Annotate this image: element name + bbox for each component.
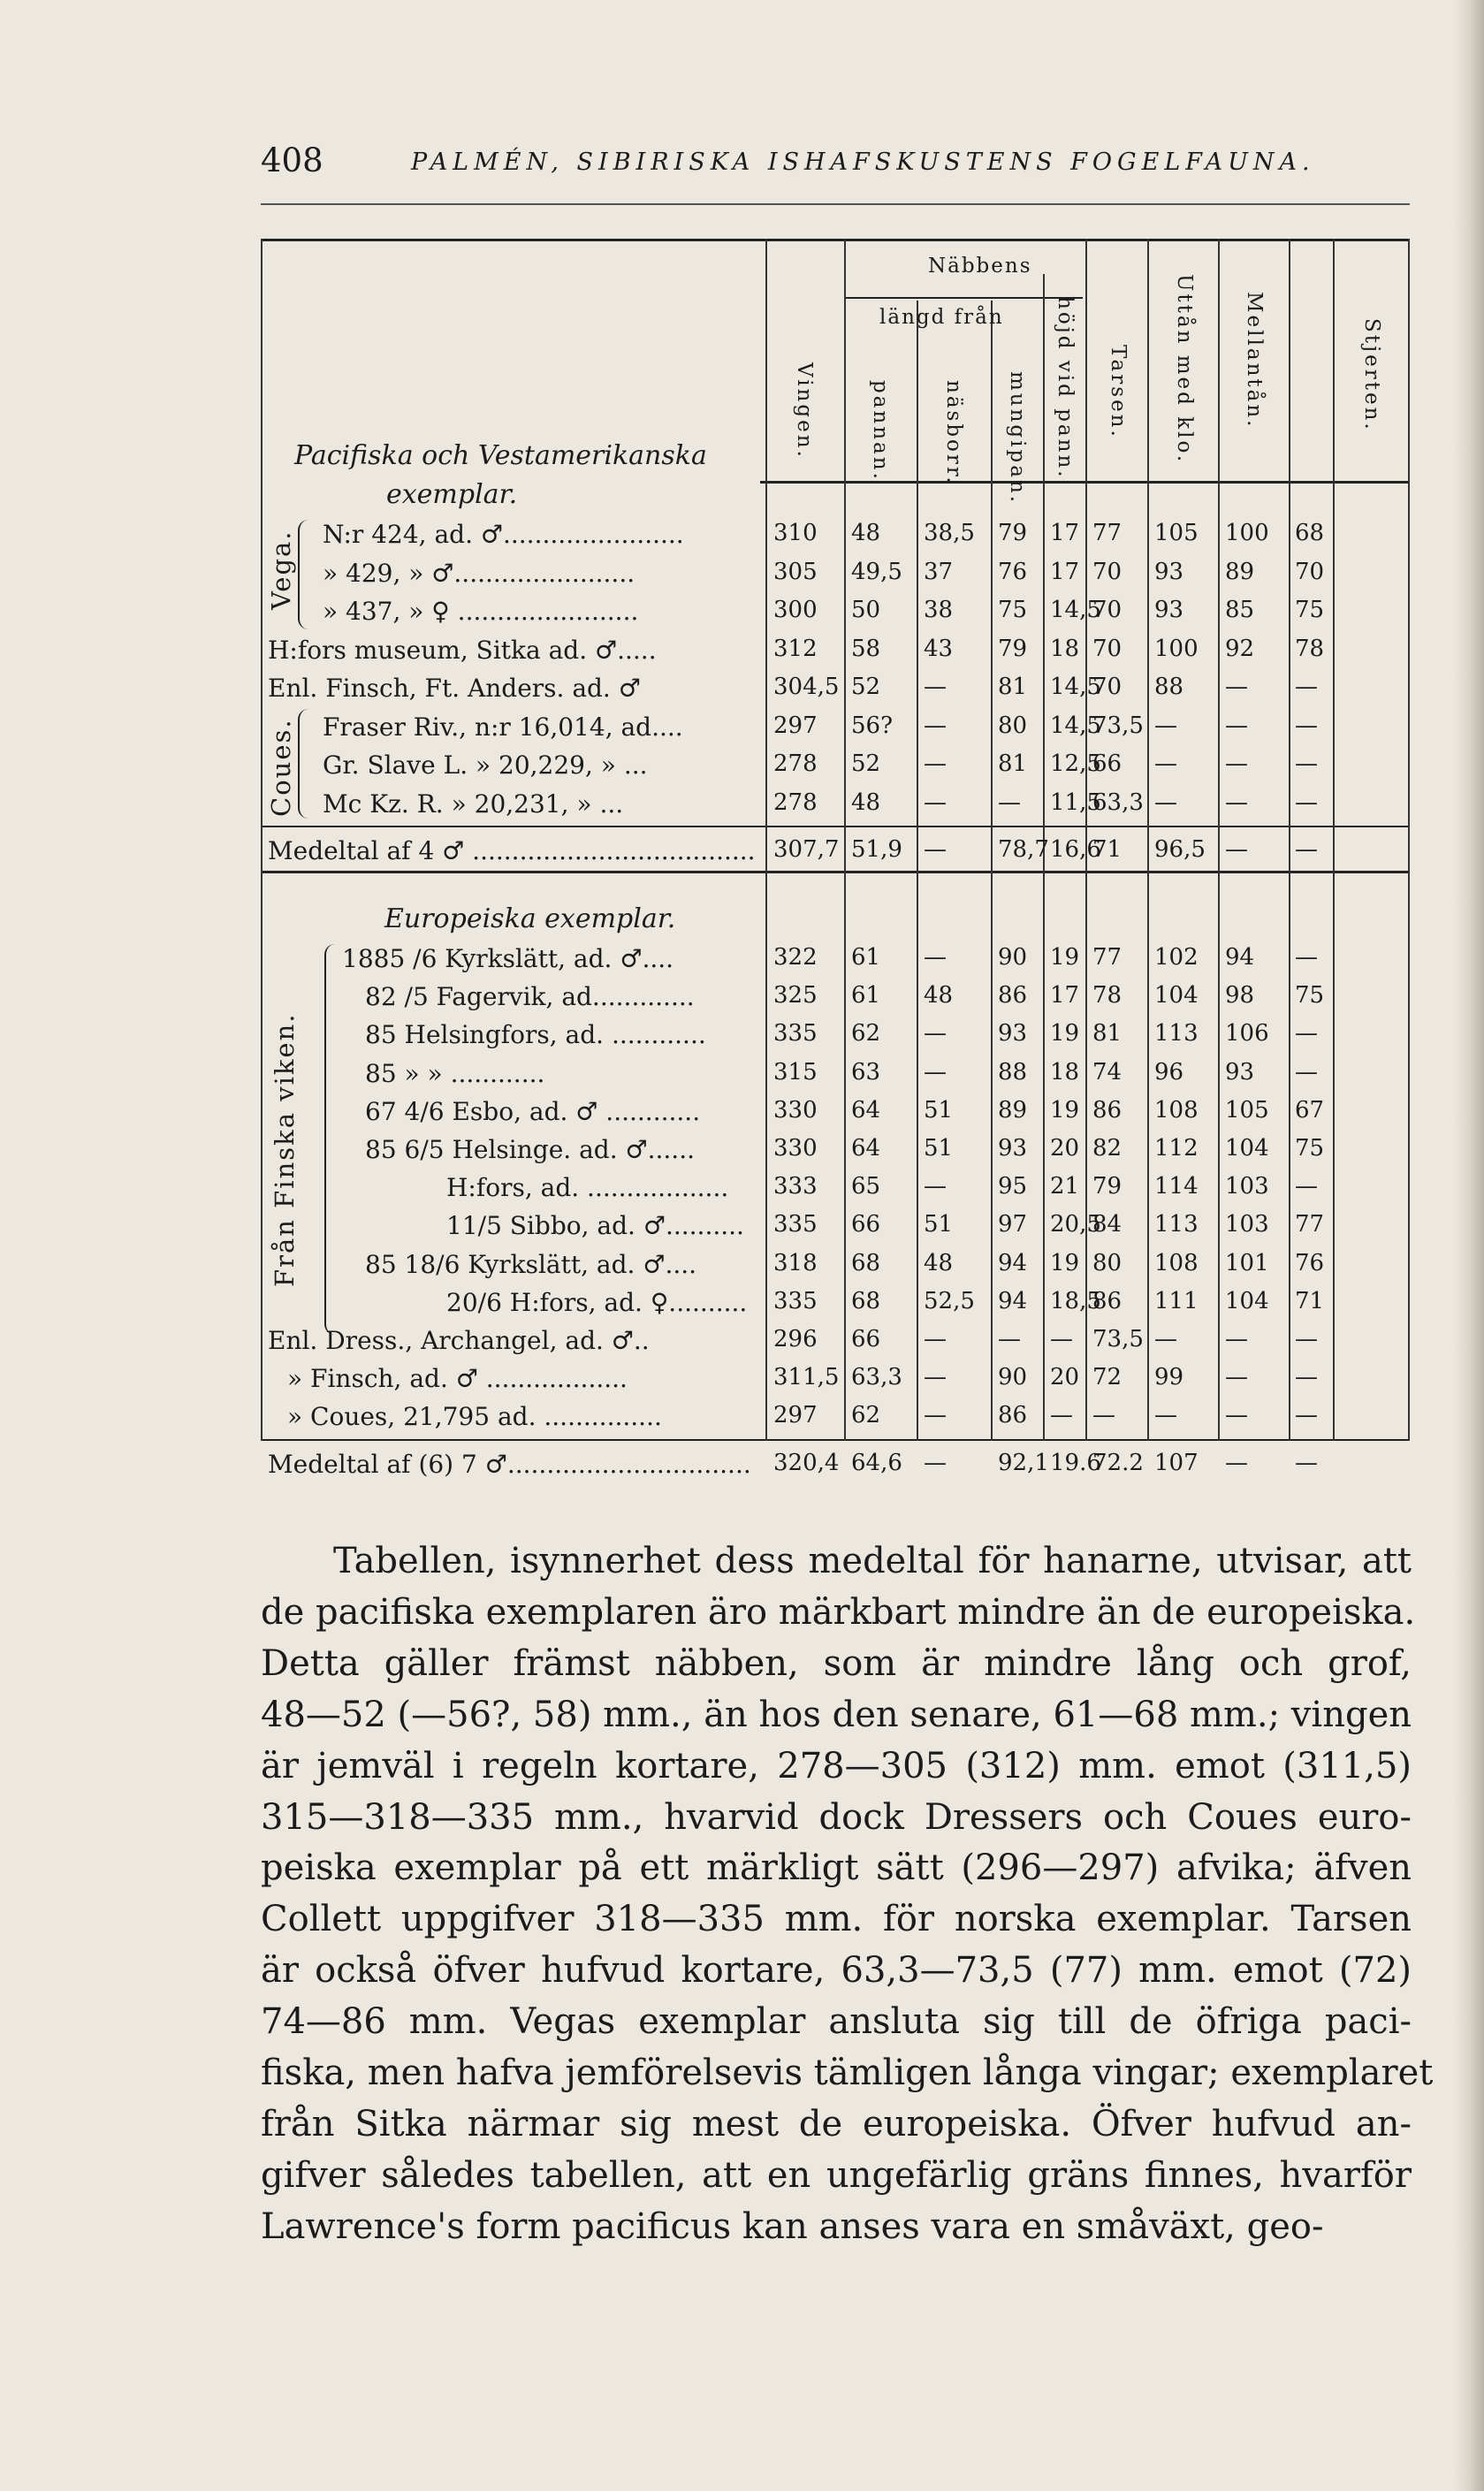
- section2-row-cell: 95: [998, 1173, 1028, 1200]
- section2-row-label: 1885 /6 Kyrkslätt, ad. ♂....: [342, 944, 674, 973]
- section2-row-label: 20/6 H:fors, ad. ♀..........: [446, 1287, 748, 1317]
- section2-row-cell: 66: [851, 1326, 881, 1352]
- body-line: 48—52 (—56?, 58) mm., än hos den senare, 61—68 mm.; vingen: [261, 1694, 1412, 1735]
- section1-row-cell: 300: [773, 597, 818, 623]
- section2-row-cell: 63,3: [851, 1364, 902, 1391]
- body-line: peiska exemplar på ett märkligt sätt (296—297) afvika; äfven: [261, 1847, 1412, 1889]
- body-line: är också öfver hufvud kortare, 63,3—73,5 (77) mm. emot (72): [261, 1950, 1412, 1992]
- section1-row-cell: 70: [1092, 674, 1123, 700]
- section1-row-cell: 297: [773, 712, 818, 739]
- section1-row-cell: 17: [1050, 558, 1080, 585]
- body-line: 315—318—335 mm., hvarvid dock Dressers och Coues euro-: [261, 1796, 1412, 1838]
- col-rule: [917, 301, 918, 1441]
- section2-mean-cell: —: [1295, 1450, 1318, 1476]
- section1-row-cell: 43: [924, 635, 954, 662]
- section1-row-cell: —: [1295, 750, 1318, 777]
- section1-row-label: » 429, » ♂.......................: [323, 558, 635, 588]
- section2-row-cell: 19: [1050, 1096, 1080, 1124]
- brace-vega: [298, 520, 308, 629]
- section2-row-cell: —: [1050, 1326, 1073, 1352]
- section1-row-cell: 79: [998, 635, 1028, 662]
- section1-row-cell: 58: [851, 635, 881, 662]
- body-line: Detta gäller främst näbben, som är mindre lång och grof,: [261, 1642, 1412, 1684]
- section1-row-cell: —: [998, 788, 1021, 816]
- col-rule: [991, 301, 993, 1441]
- section1-row-cell: 48: [851, 520, 881, 546]
- header-vingen: Vingen.: [793, 362, 816, 460]
- brace-finska: [324, 944, 335, 1335]
- section1-row-label: H:fors museum, Sitka ad. ♂.....: [268, 635, 657, 665]
- section1-row-cell: —: [1225, 788, 1248, 816]
- section2-row-label: 82 /5 Fagervik, ad.............: [365, 982, 695, 1012]
- section1-row-label: » 437, » ♀ .......................: [323, 597, 639, 626]
- section2-row-cell: 71: [1295, 1287, 1325, 1314]
- section1-row-cell: 79: [998, 520, 1028, 546]
- section1-row-cell: 105: [1154, 520, 1199, 546]
- section2-row-cell: 93: [1225, 1058, 1255, 1086]
- section2-row-cell: 51: [924, 1211, 954, 1238]
- section2-row-cell: 297: [773, 1402, 818, 1429]
- section1-row-cell: 52: [851, 674, 881, 700]
- section1-row-cell: 76: [998, 558, 1028, 585]
- section1-row-cell: 77: [1092, 520, 1123, 546]
- section2-row-label: H:fors, ad. ..................: [446, 1173, 729, 1203]
- section2-row-cell: 76: [1295, 1249, 1325, 1276]
- section1-row-cell: —: [1295, 712, 1318, 739]
- section1-row-cell: 92: [1225, 635, 1255, 662]
- section2-row-label: 11/5 Sibbo, ad. ♂..........: [446, 1211, 744, 1241]
- section2-row-cell: 62: [851, 1020, 881, 1047]
- section2-bottom-rule: [261, 1439, 1410, 1441]
- measurement-table: [261, 239, 1410, 1479]
- section1-row-cell: 310: [773, 520, 818, 546]
- section1-row-cell: —: [1295, 788, 1318, 816]
- section1-row-cell: 78: [1295, 635, 1325, 662]
- section2-row-cell: 296: [773, 1326, 818, 1352]
- page-number: 408: [261, 141, 323, 179]
- section2-row-cell: 77: [1295, 1211, 1325, 1238]
- section1-row-label: Fraser Riv., n:r 16,014, ad....: [323, 712, 683, 742]
- body-line: fiska, men hafva jemförelsevis tämligen långa vingar; exemplaret: [261, 2053, 1434, 2094]
- header-stjerten: Stjerten.: [1360, 318, 1383, 432]
- section2-mean-label: Medeltal af (6) 7 ♂...............................: [268, 1450, 751, 1479]
- col-rule: [765, 239, 767, 1441]
- section1-mean-cell: 307,7: [773, 836, 840, 863]
- header-mellantan: Mellantån.: [1243, 292, 1266, 430]
- section2-row-cell: 311,5: [773, 1364, 840, 1391]
- section2-row-cell: 93: [998, 1020, 1028, 1047]
- section2-row-cell: 48: [924, 982, 954, 1009]
- section1-row-cell: 81: [998, 674, 1028, 700]
- section2-row-cell: —: [1225, 1364, 1248, 1391]
- section1-row-cell: 278: [773, 750, 818, 777]
- header-tarsen: Tarsen.: [1107, 345, 1130, 439]
- section2-row-cell: 322: [773, 944, 818, 971]
- section2-row-cell: 106: [1225, 1020, 1269, 1047]
- section2-row-cell: 61: [851, 982, 881, 1009]
- section2-row-cell: 97: [998, 1211, 1028, 1238]
- section1-row-cell: 312: [773, 635, 818, 662]
- section2-row-cell: 335: [773, 1211, 818, 1238]
- table-top-rule: [261, 239, 1410, 241]
- group-coues: Coues.: [266, 718, 296, 817]
- section1-row-cell: 278: [773, 788, 818, 816]
- body-line: 74—86 mm. Vegas exemplar ansluta sig till de öfriga paci-: [261, 2001, 1412, 2043]
- header-mungipan: mungipan.: [1006, 371, 1029, 506]
- section2-row-cell: 104: [1225, 1135, 1269, 1162]
- section2-row-cell: 18: [1050, 1058, 1080, 1086]
- section1-row-cell: —: [1225, 712, 1248, 739]
- section2-row-cell: 18,5: [1050, 1287, 1101, 1314]
- section2-row-cell: 80: [1092, 1249, 1123, 1276]
- section2-mean-cell: 107: [1154, 1450, 1199, 1476]
- section1-row-label: Enl. Finsch, Ft. Anders. ad. ♂: [268, 674, 641, 703]
- section1-row-cell: 70: [1092, 597, 1123, 623]
- col-rule: [1408, 239, 1410, 1441]
- section1-row-cell: 75: [1295, 597, 1325, 623]
- section2-mean-cell: 320,4: [773, 1450, 840, 1476]
- section2-row-cell: —: [1295, 1173, 1318, 1200]
- section2-row-cell: 113: [1154, 1020, 1199, 1047]
- section2-row-cell: 20: [1050, 1135, 1080, 1162]
- section2-row-cell: 20,5: [1050, 1211, 1101, 1238]
- section2-row-cell: 48: [924, 1249, 954, 1276]
- section1-row-cell: 56?: [851, 712, 894, 739]
- section2-row-cell: —: [998, 1326, 1021, 1352]
- body-line: Lawrence's form pacificus kan anses vara en småväxt, geo-: [261, 2205, 1324, 2247]
- section2-row-label: Enl. Dress., Archangel, ad. ♂..: [268, 1326, 650, 1355]
- section2-row-cell: —: [1225, 1402, 1248, 1429]
- section2-row-cell: 64: [851, 1135, 881, 1162]
- section2-row-label: 85 » » ............: [365, 1058, 545, 1088]
- section1-row-cell: 66: [1092, 750, 1123, 777]
- section2-row-cell: 104: [1154, 982, 1199, 1009]
- section2-row-cell: —: [1295, 1402, 1318, 1429]
- section2-row-cell: 21: [1050, 1173, 1080, 1200]
- section2-row-cell: —: [1154, 1326, 1177, 1352]
- section1-row-cell: 73,5: [1092, 712, 1144, 739]
- section1-row-cell: 80: [998, 712, 1028, 739]
- header-langd-fran: längd från: [879, 306, 1004, 329]
- body-line: Tabellen, isynnerhet dess medeltal för hanarne, utvisar, att: [333, 1541, 1412, 1581]
- section2-row-cell: —: [924, 1058, 947, 1086]
- section2-row-cell: 68: [851, 1249, 881, 1276]
- section2-row-cell: 64: [851, 1096, 881, 1124]
- body-line: från Sitka närmar sig mest de europeiska. Öfver hufvud an-: [261, 2103, 1412, 2144]
- section1-row-cell: 14,5: [1050, 597, 1101, 623]
- section2-row-cell: 112: [1154, 1135, 1199, 1162]
- section2-row-cell: 82: [1092, 1135, 1123, 1162]
- section2-row-cell: 114: [1154, 1173, 1199, 1200]
- section2-row-cell: 325: [773, 982, 818, 1009]
- section1-row-cell: —: [1154, 712, 1177, 739]
- section2-mean-cell: —: [924, 1450, 947, 1476]
- body-paragraph: [261, 1536, 1434, 2253]
- col-rule: [261, 239, 263, 1441]
- section1-mean-cell: —: [924, 836, 947, 863]
- section2-row-cell: 94: [998, 1249, 1028, 1276]
- section2-row-cell: 335: [773, 1020, 818, 1047]
- section2-row-label: » Finsch, ad. ♂ ..................: [287, 1364, 628, 1394]
- section2-row-cell: —: [1154, 1402, 1177, 1429]
- section1-row-cell: —: [1225, 750, 1248, 777]
- section1-mean-cell: 16,6: [1050, 836, 1101, 863]
- section2-row-cell: —: [924, 1173, 947, 1200]
- section2-mean-cell: 92,1: [998, 1450, 1049, 1476]
- section1-row-cell: 38,5: [924, 520, 975, 546]
- section1-row-cell: 48: [851, 788, 881, 816]
- section2-mean-cell: 19.6: [1050, 1450, 1101, 1476]
- section2-row-cell: 77: [1092, 944, 1123, 971]
- col-rule: [1333, 239, 1335, 1441]
- section1-row-label: N:r 424, ad. ♂.......................: [323, 520, 684, 549]
- section2-row-cell: 103: [1225, 1211, 1269, 1238]
- col-rule: [1147, 239, 1149, 1441]
- section2-row-cell: 105: [1225, 1096, 1269, 1124]
- section2-row-cell: 81: [1092, 1020, 1123, 1047]
- section2-row-cell: 330: [773, 1135, 818, 1162]
- section1-title: Pacifiska och Vestamerikanska: [294, 440, 707, 471]
- section2-row-label: 85 18/6 Kyrkslätt, ad. ♂....: [365, 1249, 697, 1279]
- section2-row-cell: 78: [1092, 982, 1123, 1009]
- body-line: Collett uppgifver 318—335 mm. för norska exemplar. Tarsen: [261, 1899, 1412, 1940]
- section2-row-cell: 20: [1050, 1364, 1080, 1391]
- section2-row-cell: 17: [1050, 982, 1080, 1009]
- section1-row-cell: 70: [1092, 558, 1123, 585]
- section2-row-cell: 86: [998, 1402, 1028, 1429]
- section1-mean-cell: 96,5: [1154, 836, 1206, 863]
- section2-row-cell: —: [1295, 944, 1318, 971]
- section2-row-cell: 98: [1225, 982, 1255, 1009]
- section2-row-cell: 51: [924, 1096, 954, 1124]
- section2-row-cell: 62: [851, 1402, 881, 1429]
- section1-row-cell: 14,5: [1050, 674, 1101, 700]
- brace-coues: [298, 709, 308, 819]
- mean1-bottom-rule: [261, 871, 1410, 873]
- section1-row-cell: 52: [851, 750, 881, 777]
- section2-row-cell: —: [1295, 1364, 1318, 1391]
- section2-row-cell: 73,5: [1092, 1326, 1144, 1352]
- section1-row-cell: 70: [1295, 558, 1325, 585]
- section1-title-cont: exemplar.: [386, 479, 518, 510]
- section2-row-label: 67 4/6 Esbo, ad. ♂ ............: [365, 1096, 701, 1126]
- section2-row-cell: 103: [1225, 1173, 1269, 1200]
- section1-mean-cell: 51,9: [851, 836, 902, 863]
- section1-row-cell: 85: [1225, 597, 1255, 623]
- section2-row-cell: 63: [851, 1058, 881, 1086]
- section2-row-cell: 79: [1092, 1173, 1123, 1200]
- section2-row-cell: 86: [1092, 1096, 1123, 1124]
- section2-row-cell: 67: [1295, 1096, 1325, 1124]
- running-title: PALMÉN, SIBIRISKA ISHAFSKUSTENS FOGELFAUNA.: [411, 149, 1315, 176]
- section2-row-cell: 102: [1154, 944, 1199, 971]
- header-nasborr: näsborr.: [942, 380, 965, 486]
- section1-row-cell: —: [924, 674, 947, 700]
- page-edge-shadow: [1454, 0, 1484, 2491]
- section2-row-cell: 51: [924, 1135, 954, 1162]
- section2-row-label: » Coues, 21,795 ad. ...............: [287, 1402, 662, 1432]
- body-line: är jemväl i regeln kortare, 278—305 (312) mm. emot (311,5): [261, 1745, 1412, 1786]
- section2-row-cell: 108: [1154, 1249, 1199, 1276]
- section2-row-cell: 75: [1295, 982, 1325, 1009]
- section2-row-cell: 108: [1154, 1096, 1199, 1124]
- section1-row-cell: —: [924, 712, 947, 739]
- section2-row-cell: 88: [998, 1058, 1028, 1086]
- group-finska: Från Finska viken.: [270, 1012, 300, 1287]
- section2-row-cell: 65: [851, 1173, 881, 1200]
- section1-row-label: Gr. Slave L. » 20,229, » ...: [323, 750, 648, 780]
- col-rule: [1289, 239, 1290, 1441]
- section2-row-cell: 94: [1225, 944, 1255, 971]
- section1-row-cell: 68: [1295, 520, 1325, 546]
- section2-row-cell: —: [1295, 1326, 1318, 1352]
- section1-row-cell: 37: [924, 558, 954, 585]
- section2-row-cell: 335: [773, 1287, 818, 1314]
- section2-row-cell: —: [924, 1364, 947, 1391]
- section2-row-cell: 111: [1154, 1287, 1199, 1314]
- section1-row-cell: 17: [1050, 520, 1080, 546]
- section2-mean-cell: 72.2: [1092, 1450, 1144, 1476]
- section1-row-cell: 70: [1092, 635, 1123, 662]
- section1-row-cell: 11,5: [1050, 788, 1101, 816]
- section1-row-cell: 14,5: [1050, 712, 1101, 739]
- section2-row-cell: 99: [1154, 1364, 1184, 1391]
- section2-row-cell: 90: [998, 944, 1028, 971]
- section1-mean-cell: 71: [1092, 836, 1123, 863]
- section1-row-cell: 38: [924, 597, 954, 623]
- header-uttan: Uttån med klo.: [1173, 274, 1196, 465]
- section2-row-cell: 74: [1092, 1058, 1123, 1086]
- section2-row-cell: 68: [851, 1287, 881, 1314]
- section2-row-cell: 113: [1154, 1211, 1199, 1238]
- section2-row-cell: 94: [998, 1287, 1028, 1314]
- section2-row-cell: 315: [773, 1058, 818, 1086]
- section1-row-cell: 50: [851, 597, 881, 623]
- section2-row-cell: 84: [1092, 1211, 1123, 1238]
- section1-row-cell: 49,5: [851, 558, 902, 585]
- section2-row-cell: —: [1092, 1402, 1115, 1429]
- section1-row-cell: 88: [1154, 674, 1184, 700]
- section1-row-cell: —: [924, 750, 947, 777]
- section2-row-label: 85 Helsingfors, ad. ............: [365, 1020, 706, 1050]
- col-rule: [844, 239, 846, 1441]
- section2-row-cell: 333: [773, 1173, 818, 1200]
- section2-row-cell: —: [1295, 1058, 1318, 1086]
- header-hojd: höjd vid pann.: [1054, 296, 1077, 480]
- section1-row-cell: 89: [1225, 558, 1255, 585]
- section2-row-label: 85 6/5 Helsinge. ad. ♂......: [365, 1135, 696, 1164]
- section2-row-cell: 86: [1092, 1287, 1123, 1314]
- section1-row-cell: —: [1295, 674, 1318, 700]
- section1-row-cell: —: [1154, 750, 1177, 777]
- section2-row-cell: —: [1295, 1020, 1318, 1047]
- section2-row-cell: —: [1050, 1402, 1073, 1429]
- section1-row-cell: 93: [1154, 558, 1184, 585]
- section2-row-cell: —: [1225, 1326, 1248, 1352]
- section1-bottom-rule: [261, 826, 1410, 827]
- section2-row-cell: 19: [1050, 1249, 1080, 1276]
- section2-row-cell: 104: [1225, 1287, 1269, 1314]
- section2-row-cell: 90: [998, 1364, 1028, 1391]
- section1-row-cell: 100: [1225, 520, 1269, 546]
- section2-row-cell: —: [924, 1402, 947, 1429]
- section2-row-cell: 72: [1092, 1364, 1123, 1391]
- section1-row-label: Mc Kz. R. » 20,231, » ...: [323, 788, 624, 819]
- section2-row-cell: 61: [851, 944, 881, 971]
- section2-row-cell: —: [924, 1326, 947, 1352]
- header-rule: [261, 203, 1410, 205]
- col-rule: [1218, 239, 1220, 1441]
- body-line: de pacifiska exemplaren äro märkbart mindre än de europeiska.: [261, 1591, 1416, 1633]
- section1-row-cell: —: [924, 788, 947, 816]
- section1-row-cell: —: [1225, 674, 1248, 700]
- header-pannan: pannan.: [869, 380, 892, 482]
- section1-row-cell: 93: [1154, 597, 1184, 623]
- header-nabbens: Näbbens: [928, 255, 1032, 278]
- section2-row-cell: 89: [998, 1096, 1028, 1124]
- section1-row-cell: 305: [773, 558, 818, 585]
- section2-row-cell: 75: [1295, 1135, 1325, 1162]
- section1-mean-cell: 78,7: [998, 836, 1049, 863]
- section2-row-cell: 52,5: [924, 1287, 975, 1314]
- section1-row-cell: 63,3: [1092, 788, 1144, 816]
- section2-row-cell: 330: [773, 1096, 818, 1124]
- section1-row-cell: 304,5: [773, 674, 840, 700]
- section2-mean-cell: 64,6: [851, 1450, 902, 1476]
- section1-mean-cell: —: [1295, 836, 1318, 863]
- section2-mean-cell: —: [1225, 1450, 1248, 1476]
- section1-row-cell: —: [1154, 788, 1177, 816]
- section2-row-cell: 96: [1154, 1058, 1184, 1086]
- section2-row-cell: 19: [1050, 944, 1080, 971]
- section1-row-cell: 75: [998, 597, 1028, 623]
- section2-row-cell: 93: [998, 1135, 1028, 1162]
- section1-row-cell: 12,5: [1050, 750, 1101, 777]
- section1-mean-label: Medeltal af 4 ♂ ....................................: [268, 836, 756, 865]
- group-vega: Vega.: [266, 529, 296, 610]
- section2-row-cell: 86: [998, 982, 1028, 1009]
- section2-row-cell: 66: [851, 1211, 881, 1238]
- section1-row-cell: 81: [998, 750, 1028, 777]
- section1-row-cell: 100: [1154, 635, 1199, 662]
- section2-row-cell: —: [924, 944, 947, 971]
- section1-mean-cell: —: [1225, 836, 1248, 863]
- section2-title: Europeiska exemplar.: [384, 903, 676, 934]
- section2-row-cell: 318: [773, 1249, 818, 1276]
- section2-row-cell: —: [924, 1020, 947, 1047]
- section1-row-cell: 18: [1050, 635, 1080, 662]
- section2-row-cell: 19: [1050, 1020, 1080, 1047]
- nabbens-rule: [844, 297, 1083, 299]
- body-line: gifver således tabellen, att en ungefärlig gräns finnes, hvarför: [261, 2154, 1412, 2196]
- section2-row-cell: 101: [1225, 1249, 1269, 1276]
